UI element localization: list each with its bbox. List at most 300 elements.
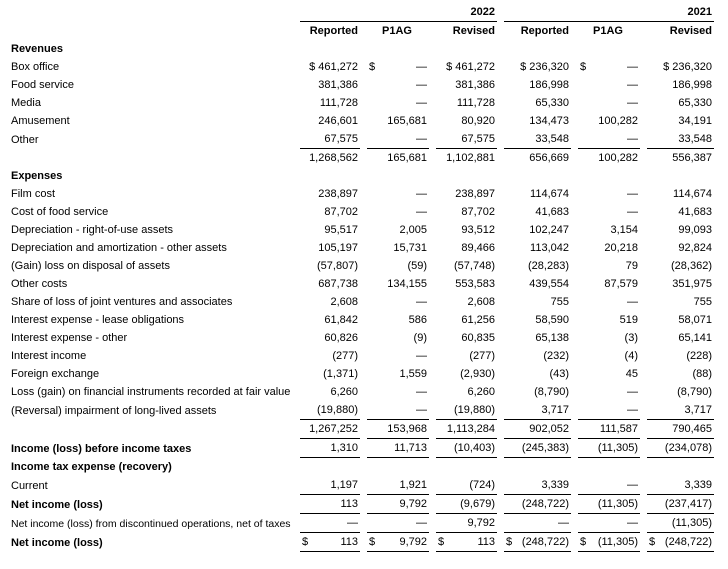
- year-2022: 2022: [300, 3, 497, 22]
- value-cell: 111,728: [319, 97, 358, 109]
- empty-cell: [300, 458, 360, 476]
- column-gap: [640, 221, 647, 239]
- value-cell: —: [416, 188, 427, 200]
- column-gap: [360, 203, 367, 221]
- column-gap: [497, 293, 504, 311]
- column-header-reported-2021: Reported: [520, 25, 569, 37]
- table-row: [8, 58, 714, 76]
- column-gap: [497, 495, 504, 514]
- column-gap: [571, 94, 578, 112]
- row-label: Net income (loss) from discontinued operations, net of taxes: [11, 518, 291, 530]
- column-gap: [640, 58, 647, 76]
- value-cell: 33,548: [504, 130, 571, 149]
- value-cell: (28,283): [528, 260, 569, 272]
- empty-cell: [504, 458, 571, 476]
- value-cell: 439,554: [529, 278, 569, 290]
- value-cell: (57,748): [454, 260, 495, 272]
- table-row: [8, 365, 714, 383]
- value-cell: 134,473: [529, 115, 569, 127]
- value-cell: (228): [686, 350, 712, 362]
- column-gap: [360, 347, 367, 365]
- row-label: [8, 149, 300, 167]
- column-gap: [571, 112, 578, 130]
- column-gap: [571, 495, 578, 514]
- column-gap: [640, 76, 647, 94]
- column-gap: [497, 275, 504, 293]
- value-cell: 238,897: [318, 188, 358, 200]
- column-gap: [429, 275, 436, 293]
- section-header-row: [8, 167, 714, 185]
- value-cell: 1,113,284: [436, 420, 497, 439]
- value-cell: 246,601: [318, 115, 358, 127]
- value-cell: [578, 533, 640, 552]
- column-gap: [497, 3, 504, 22]
- value-cell: (57,807): [317, 260, 358, 272]
- empty-cell: [300, 40, 360, 58]
- row-label: (Reversal) impairment of long-lived assets: [11, 405, 217, 417]
- value-cell: 351,975: [672, 278, 712, 290]
- table-row: [8, 257, 714, 275]
- value-cell: (277): [469, 350, 495, 362]
- table-row: [8, 401, 714, 420]
- section-header: Income tax expense (recovery): [11, 461, 172, 473]
- value-cell: 100,282: [598, 152, 638, 164]
- column-gap: [497, 40, 504, 58]
- column-gap: [429, 514, 436, 533]
- year-2021: 2021: [504, 3, 714, 22]
- column-gap: [640, 257, 647, 275]
- column-gap: [640, 275, 647, 293]
- column-gap: [571, 185, 578, 203]
- column-gap: [429, 167, 436, 185]
- column-gap: [360, 149, 367, 167]
- column-gap: [429, 94, 436, 112]
- column-gap: [571, 401, 578, 420]
- value-cell: —: [627, 386, 638, 398]
- column-gap: [429, 58, 436, 76]
- value-cell: 1,559: [399, 368, 427, 380]
- value-cell: 11,713: [367, 439, 429, 458]
- table-row: [8, 383, 714, 401]
- column-gap: [497, 401, 504, 420]
- column-gap: [429, 293, 436, 311]
- row-label: (Gain) loss on disposal of assets: [11, 260, 170, 272]
- column-gap: [640, 22, 647, 40]
- column-gap: [640, 533, 647, 552]
- column-gap: [360, 22, 367, 40]
- value-cell: (4): [624, 350, 638, 362]
- value-cell: 2,608: [330, 296, 358, 308]
- value-cell: 6,260: [467, 386, 495, 398]
- dollar-sign: $: [369, 536, 376, 548]
- column-gap: [360, 439, 367, 458]
- value-cell: $ 236,320: [663, 61, 712, 73]
- empty-cell: [647, 40, 714, 58]
- column-gap: [429, 185, 436, 203]
- value-cell: (237,417): [647, 495, 714, 514]
- column-gap: [360, 365, 367, 383]
- value-cell: 87,702: [461, 206, 495, 218]
- column-gap: [360, 293, 367, 311]
- value-cell: 105,197: [318, 242, 358, 254]
- column-gap: [497, 476, 504, 495]
- value-cell: 100,282: [598, 115, 638, 127]
- column-gap: [360, 401, 367, 420]
- column-gap: [571, 203, 578, 221]
- column-gap: [571, 40, 578, 58]
- value-cell: 45: [625, 368, 638, 380]
- column-gap: [571, 420, 578, 439]
- column-gap: [360, 76, 367, 94]
- value-text: —: [416, 61, 427, 73]
- empty-cell: [436, 167, 497, 185]
- column-gap: [360, 476, 367, 495]
- dollar-sign: $: [580, 536, 587, 548]
- value-cell: —: [504, 514, 571, 533]
- value-cell: 687,738: [318, 278, 358, 290]
- dollar-sign: $: [580, 61, 587, 73]
- value-cell: 34,191: [678, 115, 712, 127]
- value-cell: 2,005: [399, 224, 427, 236]
- empty-cell: [8, 22, 300, 40]
- column-gap: [571, 239, 578, 257]
- empty-cell: [436, 40, 497, 58]
- column-gap: [571, 293, 578, 311]
- value-cell: (9): [413, 332, 427, 344]
- table-row: [8, 275, 714, 293]
- empty-cell: [300, 167, 360, 185]
- value-text: (248,722): [521, 536, 569, 548]
- column-gap: [429, 203, 436, 221]
- table-row: [8, 221, 714, 239]
- row-label: Net income (loss): [11, 537, 103, 549]
- row-label: Depreciation and amortization - other assets: [11, 242, 227, 254]
- row-label: Loss (gain) on financial instruments recorded at fair value: [11, 386, 291, 398]
- value-cell: $ 461,272: [309, 61, 358, 73]
- value-cell: [436, 533, 497, 552]
- value-cell: (277): [332, 350, 358, 362]
- empty-cell: [647, 458, 714, 476]
- column-gap: [497, 458, 504, 476]
- value-cell: (88): [692, 368, 712, 380]
- dollar-sign: $: [649, 536, 656, 548]
- column-gap: [571, 58, 578, 76]
- column-gap: [429, 383, 436, 401]
- value-cell: 61,842: [324, 314, 358, 326]
- value-cell: 755: [693, 296, 712, 308]
- column-gap: [640, 185, 647, 203]
- column-gap: [497, 130, 504, 149]
- table-row: [8, 514, 714, 533]
- empty-cell: [578, 40, 640, 58]
- column-gap: [497, 76, 504, 94]
- column-gap: [571, 439, 578, 458]
- value-cell: 87,579: [604, 278, 638, 290]
- column-header-revised-2021: Revised: [669, 25, 712, 37]
- table-row: [8, 329, 714, 347]
- column-gap: [640, 203, 647, 221]
- column-gap: [360, 112, 367, 130]
- table-row: [8, 130, 714, 149]
- row-label: Interest expense - other: [11, 332, 128, 344]
- column-gap: [497, 514, 504, 533]
- value-cell: 113,042: [530, 242, 569, 254]
- value-cell: 114,674: [530, 188, 569, 200]
- column-gap: [571, 221, 578, 239]
- value-cell: —: [367, 514, 429, 533]
- section-header: Revenues: [11, 43, 63, 55]
- table-row: [8, 495, 714, 514]
- value-cell: —: [367, 401, 429, 420]
- value-cell: 586: [408, 314, 427, 326]
- column-gap: [571, 76, 578, 94]
- value-cell: (234,078): [647, 439, 714, 458]
- value-cell: (19,880): [436, 401, 497, 420]
- empty-cell: [367, 458, 429, 476]
- value-cell: (8,790): [677, 386, 712, 398]
- column-gap: [640, 514, 647, 533]
- value-cell: 60,835: [461, 332, 495, 344]
- row-label: Interest income: [11, 350, 87, 362]
- value-cell: —: [578, 401, 640, 420]
- value-cell: 755: [550, 296, 569, 308]
- column-gap: [360, 420, 367, 439]
- value-cell: (724): [436, 476, 497, 495]
- column-gap: [429, 239, 436, 257]
- value-cell: (11,305): [578, 495, 640, 514]
- section-header: Expenses: [11, 170, 63, 182]
- column-gap: [429, 495, 436, 514]
- value-text: 113: [477, 536, 495, 548]
- value-cell: (9,679): [436, 495, 497, 514]
- value-text: (11,305): [597, 536, 638, 548]
- column-gap: [571, 365, 578, 383]
- value-cell: 92,824: [678, 242, 712, 254]
- column-gap: [640, 476, 647, 495]
- value-cell: 67,575: [436, 130, 497, 149]
- value-cell: [504, 533, 571, 552]
- column-gap: [571, 22, 578, 40]
- value-cell: (11,305): [578, 439, 640, 458]
- row-label: Food service: [11, 79, 74, 91]
- value-cell: —: [300, 514, 360, 533]
- column-gap: [640, 112, 647, 130]
- row-label: Current: [11, 480, 48, 492]
- value-cell: 3,717: [504, 401, 571, 420]
- dollar-sign: $: [506, 536, 513, 548]
- column-gap: [571, 275, 578, 293]
- value-cell: 65,330: [678, 97, 712, 109]
- value-cell: 87,702: [324, 206, 358, 218]
- column-gap: [640, 40, 647, 58]
- value-cell: 99,093: [678, 224, 712, 236]
- column-gap: [640, 401, 647, 420]
- column-gap: [497, 347, 504, 365]
- value-cell: 113: [300, 495, 360, 514]
- value-cell: 165,681: [387, 115, 427, 127]
- value-cell: (11,305): [647, 514, 714, 533]
- column-gap: [360, 40, 367, 58]
- value-cell: 381,386: [455, 79, 495, 91]
- column-gap: [571, 149, 578, 167]
- value-cell: (232): [543, 350, 569, 362]
- value-text: (248,722): [664, 536, 712, 548]
- empty-cell: [8, 3, 300, 22]
- value-cell: —: [627, 188, 638, 200]
- column-gap: [360, 514, 367, 533]
- column-gap: [497, 365, 504, 383]
- value-cell: 111,587: [578, 420, 640, 439]
- value-cell: 3,339: [647, 476, 714, 495]
- column-gap: [360, 383, 367, 401]
- value-cell: 2,608: [467, 296, 495, 308]
- column-gap: [429, 439, 436, 458]
- value-cell: 20,218: [604, 242, 638, 254]
- value-cell: —: [416, 206, 427, 218]
- column-gap: [429, 401, 436, 420]
- value-cell: 58,590: [535, 314, 569, 326]
- value-cell: (3): [624, 332, 638, 344]
- column-gap: [429, 365, 436, 383]
- table-row: [8, 293, 714, 311]
- row-label: Income (loss) before income taxes: [11, 443, 192, 455]
- value-cell: $ 236,320: [520, 61, 569, 73]
- column-gap: [571, 533, 578, 552]
- income-statement-table: [8, 3, 714, 552]
- column-gap: [640, 149, 647, 167]
- column-gap: [360, 275, 367, 293]
- column-gap: [497, 112, 504, 130]
- column-gap: [360, 239, 367, 257]
- column-gap: [497, 149, 504, 167]
- value-cell: 656,669: [529, 152, 569, 164]
- column-gap: [640, 347, 647, 365]
- section-header-row: [8, 458, 714, 476]
- column-gap: [429, 221, 436, 239]
- row-label: Media: [11, 97, 41, 109]
- value-cell: 6,260: [330, 386, 358, 398]
- value-cell: 186,998: [529, 79, 569, 91]
- column-gap: [360, 257, 367, 275]
- value-cell: [367, 58, 429, 76]
- table-row: [8, 311, 714, 329]
- value-cell: 41,683: [678, 206, 712, 218]
- value-cell: 89,466: [461, 242, 495, 254]
- value-cell: (10,403): [436, 439, 497, 458]
- value-cell: 3,717: [647, 401, 714, 420]
- value-cell: —: [627, 296, 638, 308]
- column-gap: [497, 329, 504, 347]
- column-gap: [571, 383, 578, 401]
- value-cell: (43): [549, 368, 569, 380]
- column-gap: [360, 185, 367, 203]
- value-cell: 3,339: [504, 476, 571, 495]
- column-gap: [640, 439, 647, 458]
- column-gap: [429, 112, 436, 130]
- column-gap: [497, 257, 504, 275]
- column-gap: [640, 94, 647, 112]
- table-row: [8, 533, 714, 552]
- row-label: Film cost: [11, 188, 55, 200]
- value-cell: (8,790): [534, 386, 569, 398]
- value-cell: 1,921: [367, 476, 429, 495]
- column-gap: [497, 94, 504, 112]
- row-label: Cost of food service: [11, 206, 109, 218]
- value-cell: 95,517: [324, 224, 358, 236]
- value-cell: 1,267,252: [300, 420, 360, 439]
- value-cell: 1,268,562: [309, 152, 358, 164]
- column-gap: [571, 514, 578, 533]
- value-cell: 65,330: [535, 97, 569, 109]
- table-row: [8, 149, 714, 167]
- column-gap: [571, 257, 578, 275]
- value-cell: —: [578, 130, 640, 149]
- value-text: 9,792: [399, 536, 427, 548]
- value-cell: 1,102,881: [446, 152, 495, 164]
- value-cell: [578, 58, 640, 76]
- value-cell: 165,681: [387, 152, 427, 164]
- column-gap: [497, 221, 504, 239]
- value-cell: 79: [625, 260, 638, 272]
- value-cell: (245,383): [504, 439, 571, 458]
- value-cell: —: [416, 97, 427, 109]
- value-text: 113: [340, 536, 358, 548]
- column-gap: [640, 383, 647, 401]
- table-row: [8, 94, 714, 112]
- table-row: [8, 439, 714, 458]
- value-cell: 902,052: [504, 420, 571, 439]
- value-cell: —: [416, 79, 427, 91]
- value-cell: —: [416, 386, 427, 398]
- row-label: Share of loss of joint ventures and associates: [11, 296, 233, 308]
- column-gap: [497, 439, 504, 458]
- column-gap: [640, 329, 647, 347]
- column-gap: [571, 347, 578, 365]
- column-gap: [360, 130, 367, 149]
- column-gap: [429, 40, 436, 58]
- column-gap: [429, 476, 436, 495]
- dollar-sign: $: [302, 536, 309, 548]
- column-gap: [640, 293, 647, 311]
- table-row: [8, 347, 714, 365]
- value-text: —: [627, 61, 638, 73]
- column-gap: [571, 458, 578, 476]
- column-gap: [497, 533, 504, 552]
- column-gap: [429, 130, 436, 149]
- value-cell: 80,920: [461, 115, 495, 127]
- value-cell: 67,575: [300, 130, 360, 149]
- column-gap: [429, 533, 436, 552]
- empty-cell: [436, 458, 497, 476]
- column-gap: [429, 347, 436, 365]
- column-gap: [429, 311, 436, 329]
- column-gap: [640, 495, 647, 514]
- column-gap: [497, 420, 504, 439]
- column-header-row: [8, 22, 714, 40]
- column-gap: [571, 329, 578, 347]
- column-gap: [360, 58, 367, 76]
- value-cell: —: [578, 476, 640, 495]
- row-label: Foreign exchange: [11, 368, 100, 380]
- table-row: [8, 476, 714, 495]
- value-cell: 3,154: [610, 224, 638, 236]
- table-row: [8, 185, 714, 203]
- row-label: [8, 420, 300, 439]
- column-gap: [429, 329, 436, 347]
- column-gap: [640, 167, 647, 185]
- empty-cell: [578, 167, 640, 185]
- column-gap: [571, 167, 578, 185]
